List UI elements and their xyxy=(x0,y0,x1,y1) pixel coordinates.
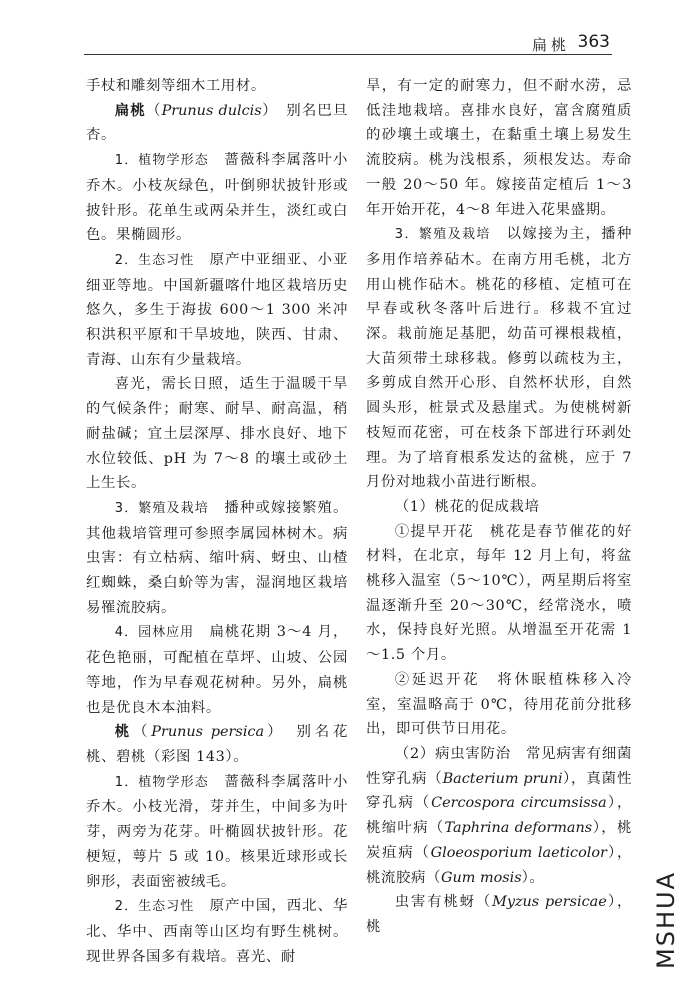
latin-name: Prunus dulcis xyxy=(161,102,262,119)
section-text: 蔷薇科李属落叶小乔木。小枝灰绿色，叶倒卵状披针形或披针形。花单生或两朵并生，淡红或白色。果椭圆形。 xyxy=(86,152,348,244)
section-text: 蔷薇科李属落叶小乔木。小枝光滑，芽并生，中间多为叶芽，两旁为花芽。叶椭圆状披针形。花梗短，萼片 5 或 10。核果近球形或长卵形，表面密被绒毛。 xyxy=(86,773,348,890)
early-flowering xyxy=(366,520,632,668)
section-heading: 1．植物学形态 xyxy=(114,153,209,169)
paren: ） xyxy=(261,102,271,119)
section-text: 原产中亚细亚、小亚细亚等地。中国新疆喀什地区栽培历史悠久，多生于海拔 600～1 300 米冲积洪积平原和干旱坡地，陕西、甘肃、青海、山东有少量栽培。 xyxy=(86,251,348,368)
running-header xyxy=(0,22,686,62)
pest-paragraph xyxy=(366,890,632,939)
item-text: 将休眠植株移入冷室，室温略高于 0℃，待用花前分批移出，即可供节日用花。 xyxy=(366,671,632,738)
text-run: 常见病害有细菌性穿孔病（ xyxy=(366,745,632,787)
text-run: ），桃炭疽病（ xyxy=(366,820,632,861)
left-column xyxy=(86,74,348,969)
text-run: ）。 xyxy=(521,869,545,886)
section-propagation xyxy=(86,496,348,621)
latin-name: Bacterium pruni xyxy=(442,770,563,787)
text-run: ），桃 xyxy=(366,894,632,935)
section-propagation xyxy=(366,222,632,495)
item-text: 桃花是春节催花的好材料，在北京，每年 12 月上旬，将盆桃移入温室（5～10℃），两星期后将室温逐渐升至 20～30℃，经常浇水，喷水，保持良好光照。从增温至开花需 1～1.5 个月。 xyxy=(366,523,632,664)
text-run: ），真菌性穿孔病（ xyxy=(366,770,632,812)
section-text: 以嫁接为主，播种多用作培养砧木。在南方用毛桃，北方用山桃作砧木。桃花的移植、定植可在早春或秋冬落叶后进行。移栽不宜过深。栽前施足基肥，幼苗可裸根栽植，大苗须带土球移栽。修剪以疏枝为主，多剪成自然开心形、自然杯状形，自然圆头形，桩景式及悬崖式。为使桃树新枝短而花密，可在枝条下部进行环剥处理。为了培育根系发达的盆桃，应于 7 月份对地栽小苗进行断根。 xyxy=(366,226,632,491)
latin-name: Prunus persica xyxy=(151,724,265,741)
section-ecology xyxy=(86,248,348,373)
section-landscape xyxy=(86,620,348,720)
delayed-flowering xyxy=(366,668,632,742)
page-number: 363 xyxy=(577,32,610,52)
text-run: 虫害有桃蚜（ xyxy=(394,894,493,911)
section-text: 播种或嫁接繁殖。其他栽培管理可参照李属园林树木。病虫害：有立枯病、缩叶病、蚜虫、山楂红蜘蛛，桑白蚧等为害，湿润地区栽培易罹流胶病。 xyxy=(86,499,348,616)
running-title: 扁桃 xyxy=(531,36,570,54)
latin-name: Cercospora circumsissa xyxy=(431,795,607,812)
paren: （ xyxy=(133,724,152,741)
entry-almond xyxy=(86,99,348,148)
item-heading: ②延迟开花 xyxy=(394,671,481,688)
paragraph: 手杖和雕刻等细木工用材。 xyxy=(86,78,266,94)
watermark xyxy=(652,871,680,991)
entry-name: 扁桃 xyxy=(114,101,146,119)
paragraph: 喜光，需长日照，适生于温暖干旱的气候条件；耐寒、耐旱、耐高温，稍耐盐碱；宜土层深厚、排水良好、地下水位较低、pH 为 7～8 的壤土或砂土上生长。 xyxy=(86,376,348,492)
right-column xyxy=(366,74,632,940)
paragraph: 旱，有一定的耐寒力，但不耐水涝，忌低洼地栽培。喜排水良好，富含腐殖质的砂壤土或壤土，在黏重土壤上易发生流胶病。桃为浅根系，须根发达。寿命一般 20～50 年。嫁接苗定植后 1～3 年开始开花，4～8 年进入花果盛期。 xyxy=(366,78,632,218)
subsection-heading: （2）病虫害防治 xyxy=(394,745,511,762)
section-text: 扁桃花期 3～4 月，花色艳丽，可配植在草坪、山坡、公园等地，作为早春观花树种。另外，扁桃也是优良木本油料。 xyxy=(86,624,348,716)
item-heading: ①提早开花 xyxy=(394,523,475,540)
section-morphology xyxy=(86,770,348,895)
entry-peach xyxy=(86,720,348,769)
section-morphology xyxy=(86,148,348,248)
section-heading: 3．繁殖及栽培 xyxy=(394,227,491,243)
section-heading: 4．园林应用 xyxy=(114,625,195,641)
alias-text: 别名巴旦杏。 xyxy=(86,102,348,144)
watermark-text: MSHUA xyxy=(652,871,680,969)
text-run: ），桃流胶病（ xyxy=(366,844,632,886)
paren: ） xyxy=(264,724,279,741)
paren: （ xyxy=(145,102,162,119)
section-heading: 2．生态习性 xyxy=(114,899,195,915)
alias-text: 别名花桃、碧桃（彩图 143）。 xyxy=(86,724,348,765)
text-run: ），桃缩叶病（ xyxy=(366,795,632,837)
section-text: 原产中国，西北、华北、华中、西南等山区均有野生桃树。现世界各国多有栽培。喜光、耐 xyxy=(86,898,348,965)
latin-name: Myzus persicae xyxy=(492,894,607,911)
header-rule xyxy=(84,54,612,55)
latin-name: Taphrina deformans xyxy=(444,820,593,837)
disease-control xyxy=(366,742,632,890)
section-heading: 1．植物学形态 xyxy=(114,774,209,790)
latin-name: Gum mosis xyxy=(440,869,522,886)
section-heading: 2．生态习性 xyxy=(114,252,195,268)
section-heading: 3．繁殖及栽培 xyxy=(114,500,209,516)
section-ecology xyxy=(86,894,348,969)
entry-name: 桃 xyxy=(114,723,134,741)
latin-name: Gloeosporium laeticolor xyxy=(430,844,607,861)
subsection-heading: （1）桃花的促成栽培 xyxy=(394,498,540,515)
